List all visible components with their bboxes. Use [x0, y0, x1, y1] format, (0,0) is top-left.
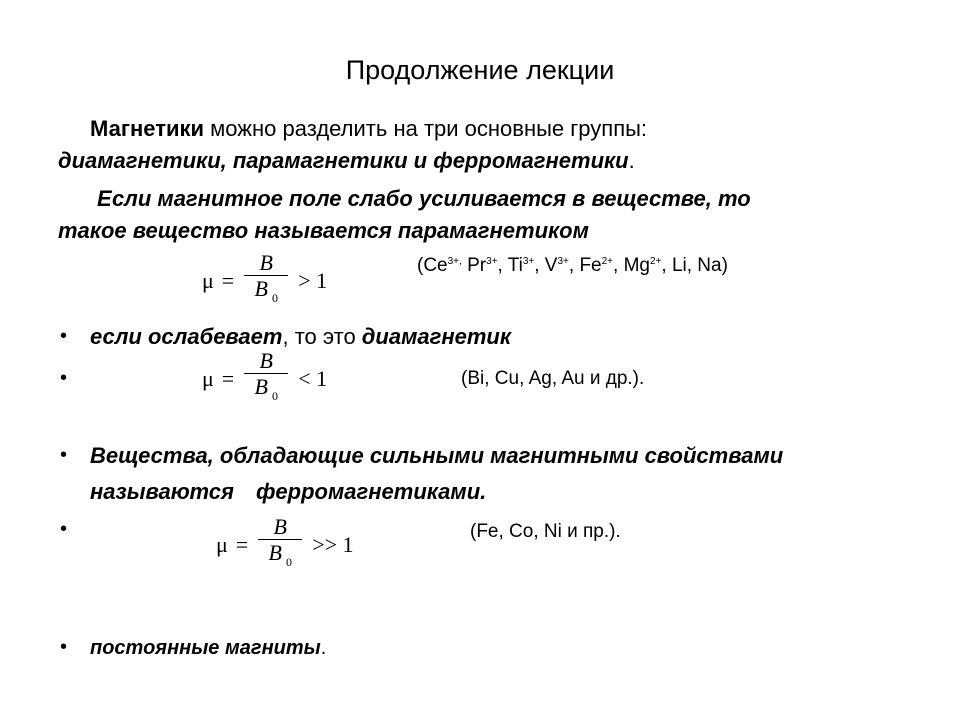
bullet-icon: •: [60, 518, 68, 540]
mu-symbol: μ: [216, 532, 228, 557]
bullet-icon: •: [60, 325, 68, 347]
mu-symbol: μ: [202, 366, 214, 391]
bullet-icon: •: [60, 367, 68, 389]
numerator: B: [259, 348, 273, 373]
mu-symbol: μ: [202, 268, 214, 293]
element-symbol: , Fe: [568, 255, 602, 276]
formula-diamagnetic: [198, 349, 331, 409]
intro-line-2: [58, 146, 635, 176]
intro-period: .: [628, 148, 635, 173]
intro-groups: диамагнетики, парамагнетики и ферромагнетики: [58, 148, 629, 173]
magnets-line: постоянные магниты.: [90, 637, 327, 659]
equals-sign: =: [221, 366, 235, 391]
equals-sign: =: [221, 268, 235, 293]
element-symbol: , Mg: [613, 255, 650, 276]
element-symbol: , V: [534, 255, 558, 276]
denominator: B $_0$: [254, 374, 278, 403]
bullet-icon: •: [60, 444, 68, 466]
paramagnetic-elements: ($Ce^{3+,}$ $Pr^{3+}$, $Ti^{3+}$, $V^{3+}$, $Fe^{2+}$, $Mg^{2+}$, Li, Na): [417, 255, 728, 276]
para-line-1: Если магнитное поле слабо усиливается в веществе, то: [97, 186, 751, 211]
relation: > 1: [298, 268, 328, 293]
numerator: B: [273, 514, 287, 539]
equals-sign: =: [235, 532, 249, 557]
ferromagnetic-elements: (Fe, Co, Ni и пр.).: [470, 521, 621, 542]
element-symbol: , Ti: [497, 255, 523, 276]
intro-line-1: [90, 114, 647, 144]
fraction: [258, 515, 302, 575]
fraction: [244, 349, 288, 409]
ion-charge: 2+: [601, 256, 614, 267]
formula-ferromagnetic: [212, 515, 358, 575]
numerator: B: [259, 250, 273, 275]
bullet-icon: •: [60, 636, 68, 658]
intro-text: можно разделить на три основные группы:: [204, 116, 648, 141]
element-symbol: Ce: [423, 255, 448, 276]
diamagnetic-elements: (Bi, Cu, Ag, Au и др.).: [461, 368, 645, 389]
ion-charge: 3+: [522, 256, 535, 267]
para-line-2: такое вещество называется парамагнетиком: [58, 218, 589, 243]
slide-title: Продолжение лекции: [345, 55, 615, 85]
ion-charge: 3+: [486, 256, 498, 267]
ion-charge: 2+: [649, 256, 662, 267]
fraction: [244, 251, 288, 311]
ion-charge: 3+: [557, 256, 569, 267]
element-symbol: Pr: [461, 255, 487, 276]
relation: < 1: [298, 366, 328, 391]
denominator: B $_0$: [254, 276, 278, 305]
ion-charge: 3+,: [447, 256, 462, 267]
relation: >> 1: [312, 532, 354, 557]
ferro-line-1: Вещества, обладающие сильными магнитными свойствами: [90, 443, 784, 468]
dia-line: если ослабевает, то это диамагнетик: [90, 324, 511, 349]
intro-bold-word: Магнетики: [90, 116, 205, 141]
formula-paramagnetic: [198, 251, 331, 311]
denominator: B $_0$: [268, 540, 292, 569]
ferro-line-2: называются ферромагнетиками.: [90, 479, 487, 504]
